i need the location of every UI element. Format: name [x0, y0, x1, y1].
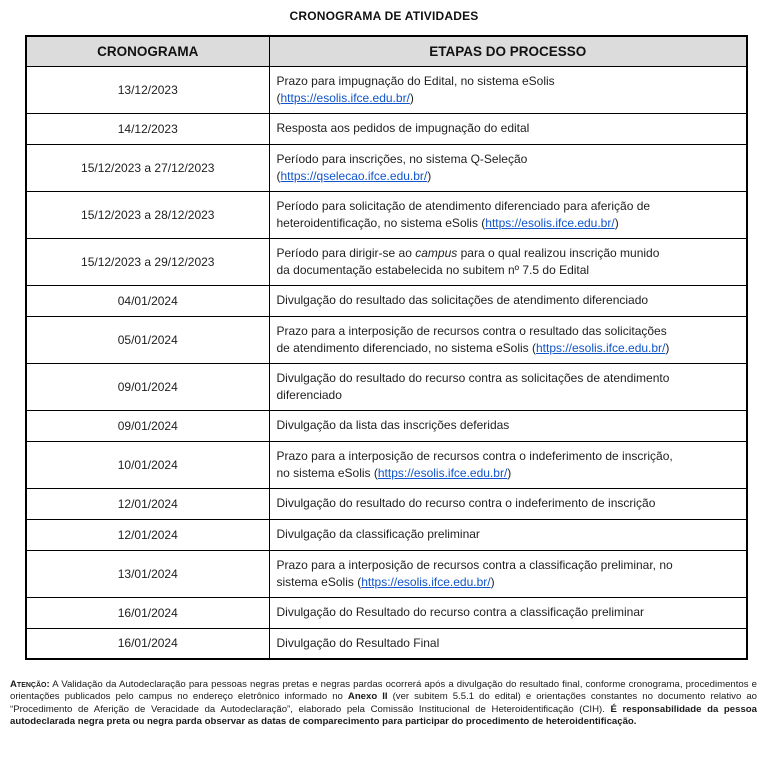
text-run: A Validação da Autodeclaração para pessoas negras pretas e negras pardas ocorrerá após a divulgação do resultado final, conforme cronograma, procedimentos e orientações publicados pelo campus no endereço eletrônico informado no: [10, 679, 757, 703]
row-date: 09/01/2024: [26, 363, 269, 410]
table-row: [26, 191, 747, 238]
row-etapa: [269, 191, 747, 238]
table-row: [26, 113, 747, 144]
text-run: ): [665, 340, 670, 355]
row-date: 04/01/2024: [26, 285, 269, 316]
text-run: Divulgação da lista das inscrições deferidas: [276, 418, 510, 433]
cronograma-table-body: [26, 66, 747, 659]
document-page: [0, 9, 768, 728]
row-etapa: [269, 410, 747, 441]
text-run: Período para solicitação de atendimento diferenciado para aferição de: [276, 199, 651, 213]
attention-note: [10, 679, 757, 728]
text-run: Divulgação do resultado do recurso contra o indeferimento de inscrição: [276, 496, 656, 511]
header-row: [26, 36, 747, 66]
row-date: 09/01/2024: [26, 410, 269, 441]
table-row: [26, 410, 747, 441]
text-run: Prazo para a interposição de recursos contra a classificação preliminar, no: [276, 558, 673, 572]
column-header-cronograma: CRONOGRAMA: [26, 36, 269, 66]
row-etapa: [269, 66, 747, 113]
row-etapa: [269, 238, 747, 285]
page-title: CRONOGRAMA DE ATIVIDADES: [289, 9, 479, 23]
esolis-link[interactable]: https://esolis.ifce.edu.br/: [361, 574, 491, 589]
esolis-link[interactable]: https://esolis.ifce.edu.br/: [280, 90, 410, 105]
table-row: [26, 285, 747, 316]
row-etapa: [269, 550, 747, 597]
text-run: Prazo para a interposição de recursos contra o indeferimento de inscrição,: [276, 449, 673, 463]
text-run: Período para inscrições, no sistema Q-Seleção: [276, 152, 528, 166]
text-run: (ver subitem 5.5.1 do edital) e orientações constantes no documento relativo ao “Procedimento de Aferição de Veracidade da Autodeclaração”, elaborado pela Comissão Institucional de Heteroidentificação (CIH).: [10, 691, 757, 715]
row-etapa: [269, 316, 747, 363]
table-row: [26, 597, 747, 628]
esolis-link[interactable]: https://esolis.ifce.edu.br/: [535, 340, 666, 355]
table-row: [26, 628, 747, 659]
row-etapa: [269, 285, 747, 316]
row-date: 16/01/2024: [26, 597, 269, 628]
text-run: diferenciado: [276, 387, 342, 402]
esolis-link[interactable]: https://esolis.ifce.edu.br/: [377, 465, 508, 480]
attention-label: Atenção:: [10, 679, 50, 690]
row-date: 12/01/2024: [26, 519, 269, 550]
qselecao-link[interactable]: https://qselecao.ifce.edu.br/: [280, 168, 428, 183]
text-run: ): [507, 465, 512, 480]
row-etapa: [269, 628, 747, 659]
row-etapa: [269, 144, 747, 191]
italic-text: campus: [415, 246, 458, 260]
row-date: 12/01/2024: [26, 488, 269, 519]
table-row: [26, 441, 747, 488]
cronograma-table: [25, 35, 748, 660]
text-run: para o qual realizou inscrição munido: [457, 246, 660, 260]
row-etapa: [269, 597, 747, 628]
text-run: (: [276, 90, 281, 105]
text-run: (: [276, 168, 281, 183]
text-run: ): [490, 574, 495, 589]
row-date: 15/12/2023 a 29/12/2023: [26, 238, 269, 285]
text-run: ): [427, 168, 432, 183]
row-date: 13/12/2023: [26, 66, 269, 113]
text-run: Prazo para a interposição de recursos contra o resultado das solicitações: [276, 324, 667, 338]
text-run: Período para dirigir-se ao: [276, 246, 416, 260]
note-bold-text: É responsabilidade da pessoa autodeclarada negra preta ou negra parda observar as datas de comparecimento para participar do procedimento de heteroidentificação.: [10, 703, 757, 727]
text-run: Divulgação do Resultado do recurso contra a classificação preliminar: [276, 605, 645, 620]
row-date: 13/01/2024: [26, 550, 269, 597]
column-header-etapas: ETAPAS DO PROCESSO: [269, 36, 747, 66]
row-etapa: [269, 363, 747, 410]
table-row: [26, 363, 747, 410]
table-row: [26, 488, 747, 519]
text-run: ): [614, 215, 619, 230]
text-run: Resposta aos pedidos de impugnação do edital: [276, 121, 530, 136]
table-row: [26, 550, 747, 597]
table-row: [26, 144, 747, 191]
row-etapa: [269, 441, 747, 488]
text-run: de atendimento diferenciado, no sistema eSolis (: [276, 340, 536, 355]
row-date: 10/01/2024: [26, 441, 269, 488]
row-date: 05/01/2024: [26, 316, 269, 363]
text-run: Prazo para impugnação do Edital, no sistema eSolis: [276, 74, 555, 88]
text-run: Divulgação do resultado das solicitações de atendimento diferenciado: [276, 293, 649, 308]
esolis-link[interactable]: https://esolis.ifce.edu.br/: [485, 215, 615, 230]
row-etapa: [269, 113, 747, 144]
text-run: Divulgação da classificação preliminar: [276, 527, 480, 542]
text-run: no sistema eSolis (: [276, 465, 378, 480]
row-etapa: [269, 519, 747, 550]
text-run: ): [409, 90, 414, 105]
row-date: 16/01/2024: [26, 628, 269, 659]
text-run: heteroidentificação, no sistema eSolis (: [276, 215, 486, 230]
text-run: Divulgação do resultado do recurso contra as solicitações de atendimento: [276, 371, 670, 385]
table-row: [26, 66, 747, 113]
row-date: 14/12/2023: [26, 113, 269, 144]
text-run: da documentação estabelecida no subitem nº 7.5 do Edital: [276, 262, 590, 277]
row-etapa: [269, 488, 747, 519]
text-run: Divulgação do Resultado Final: [276, 636, 440, 650]
table-row: [26, 238, 747, 285]
row-date: 15/12/2023 a 28/12/2023: [26, 191, 269, 238]
row-date: 15/12/2023 a 27/12/2023: [26, 144, 269, 191]
note-bold-text: Anexo II: [347, 691, 388, 703]
table-row: [26, 316, 747, 363]
table-row: [26, 519, 747, 550]
text-run: sistema eSolis (: [276, 574, 362, 589]
